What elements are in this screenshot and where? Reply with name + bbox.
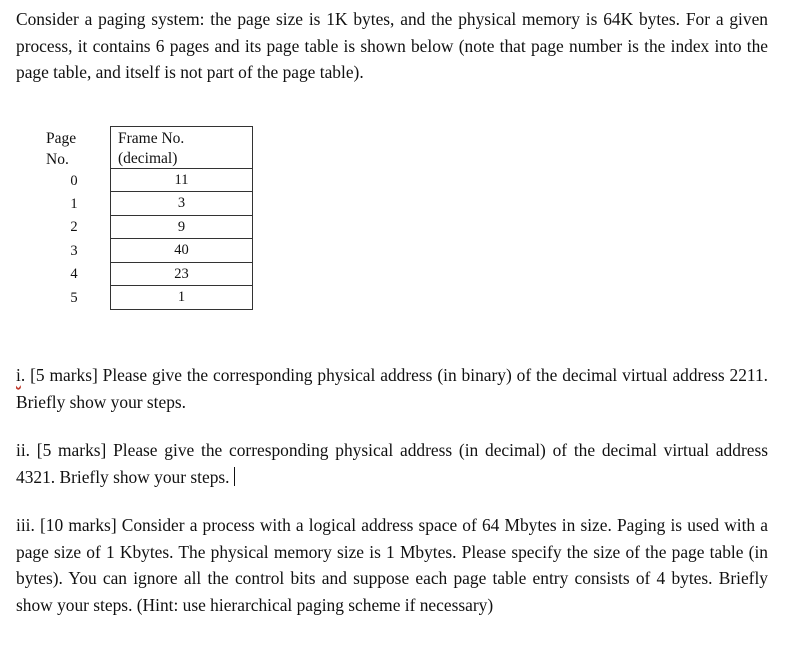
page-header-line2: No.: [46, 151, 69, 168]
page-number: 4: [70, 266, 78, 282]
question-2[interactable]: [16, 437, 768, 490]
page-no-header: [46, 128, 76, 170]
frame-cell: 1: [177, 288, 186, 305]
page-number: 0: [70, 173, 78, 189]
text-cursor: [234, 467, 235, 486]
page-header-line1: Page: [46, 130, 77, 147]
page-table: [110, 126, 253, 310]
frame-cell: 3: [111, 192, 252, 215]
question-3: iii. [10 marks] Consider a process with a logical address space of 64 Mbytes in size. Paging is used with a page size of 1 Kbytes. The physical memory size is 1 Mbytes. Please specify the size of the page table (in bytes). You can ignore all the control bits and suppose each page table entry consists of 4 bytes. Briefly show your steps. (Hint: use hierarchical paging scheme if necessary): [16, 515, 768, 615]
question-1-numeral: i: [16, 365, 21, 385]
page-number: 5: [70, 290, 78, 306]
frame-cell: 23: [111, 263, 252, 286]
page-number: 1: [70, 196, 78, 212]
frame-no-header: [111, 127, 252, 169]
page-number: 3: [70, 243, 78, 259]
frame-cell: 11: [111, 169, 252, 192]
frame-header-line1: Frame No.: [118, 130, 185, 147]
frame-cell: 40: [111, 239, 252, 262]
frame-cell: 9: [111, 216, 252, 239]
question-1-text: . [5 marks] Please give the corresponding physical address (in binary) of the decimal virtual address 2211. Briefly show your steps.: [16, 365, 768, 412]
intro-paragraph: Consider a paging system: the page size is 1K bytes, and the physical memory is 64K bytes. For a given process, it contains 6 pages and its page table is shown below (note that page number is the index into the page table, and itself is not part of the page table).: [16, 9, 768, 82]
question-1: [16, 362, 768, 415]
page-number: 2: [70, 219, 78, 235]
question-2-text: ii. [5 marks] Please give the corresponding physical address (in decimal) of the decimal virtual address 4321. Briefly show your steps.: [16, 440, 768, 487]
frame-header-line2: (decimal): [118, 150, 178, 167]
